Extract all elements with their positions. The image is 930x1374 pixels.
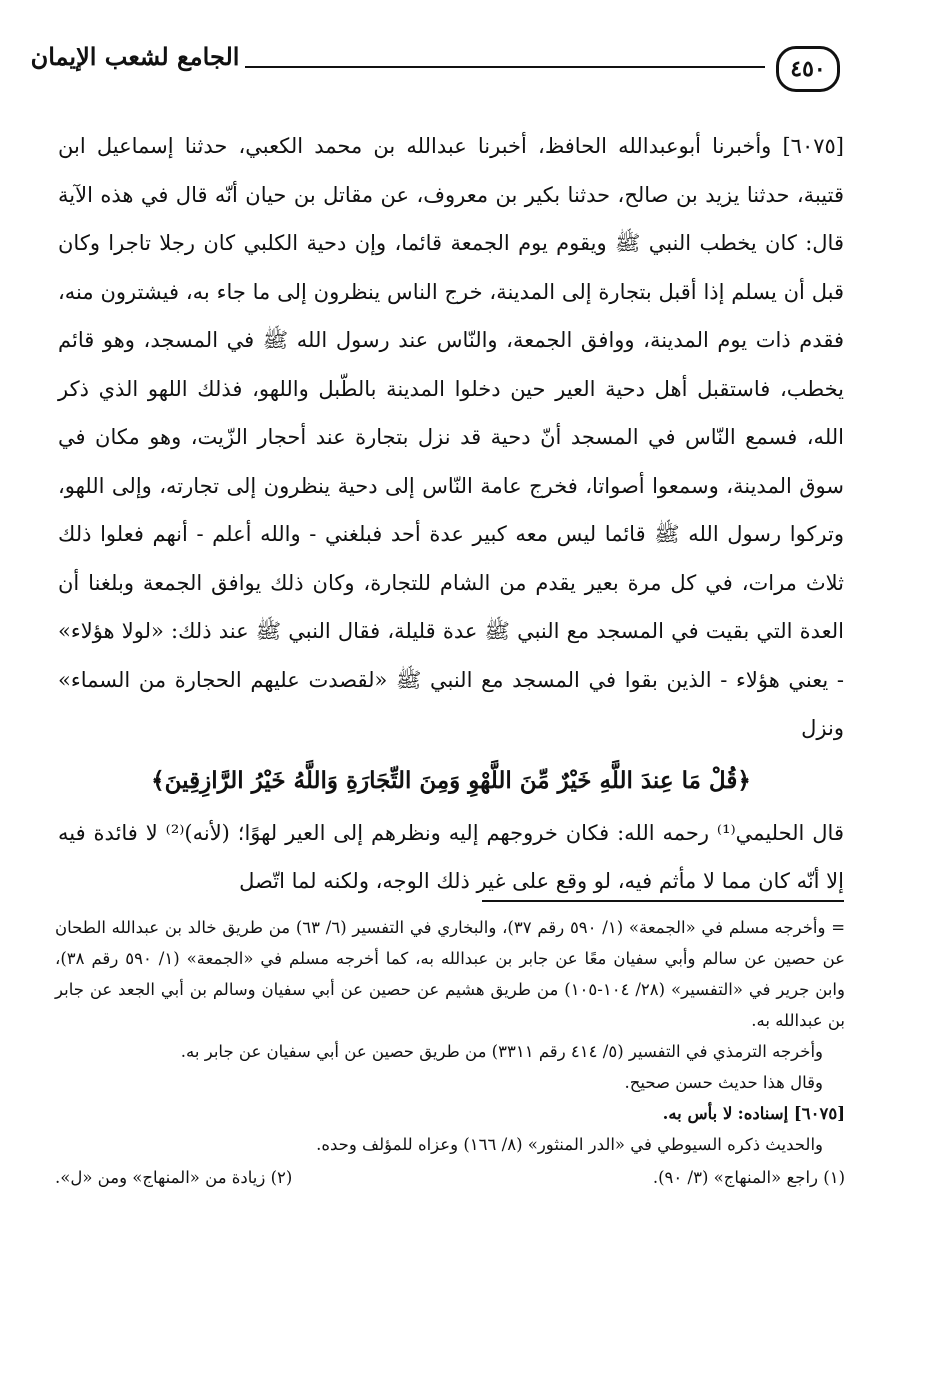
hadith-paragraph: [٦٠٧٥] وأخبرنا أبوعبدالله الحافظ، أخبرنا عبدالله بن محمد الكعبي، حدثنا إسماعيل ابن قتيبة، حدثنا يزيد بن صالح، حدثنا بكير بن معروف، عن مقاتل بن حيان أنّه قال في هذه الآية قال: كان يخطب النبي ﷺ ويقوم يوم الجمعة قائما، وإن دحية الكلبي كان رجلا تاجرا وكان قبل أن يسلم إذا أقبل بتجارة إلى المدينة، خرج الناس ينظرون إلى ما جاء به، فيشترون منه، فقدم ذات يوم المدينة، ووافق الجمعة، والنّاس عند رسول الله ﷺ في المسجد، وهو قائم يخطب، فاستقبل أهل دحية العير حين دخلوا المدينة بالطّبل واللهو، فذلك اللهو الذي ذكر الله، فسمع النّاس في المسجد أنّ دحية قد نزل بتجارة عند أحجار الزّيت، وهو مكان في سوق المدينة، وسمعوا أصواتا، فخرج عامة النّاس إلى دحية ينظرون إلى تجارته، وإلى اللهو، وتركوا رسول الله ﷺ قائما ليس معه كبير عدة أحد فبلغني - والله أعلم - أنهم فعلوا ذلك ثلاث مرات، في كل مرة بعير يقدم من الشام للتجارة، وكان ذلك يوافق الجمعة وبلغنا أن العدة التي بقيت في المسجد مع النبي ﷺ عدة قليلة، فقال النبي ﷺ عند ذلك: «لولا هؤلاء» - يعني هؤلاء - الذين بقوا في المسجد مع النبي ﷺ «لقصدت عليهم الحجارة من السماء» ونزل bbox=[58, 134, 844, 740]
footnote-note-2: (٢) زيادة من «المنهاج» ومن «ل». bbox=[55, 1168, 293, 1187]
footnote-separator bbox=[482, 900, 844, 902]
page-header bbox=[30, 40, 840, 104]
footnote-suyuti: والحديث ذكره السيوطي في «الدر المنثور» (٨/ ١٦٦) وعزاه للمؤلف وحده. bbox=[316, 1135, 823, 1154]
footnote-isnad bbox=[55, 1098, 845, 1129]
footnote-takhrij-1: = وأخرجه مسلم في «الجمعة» (١/ ٥٩٠ رقم ٣٧)، والبخاري في التفسير (٦/ ٦٣) من طريق خالد بن عبدالله الطحان عن حصين عن سالم وأبي سفيان معًا عن جابر بن عبدالله به، كما أخرجه مسلم في «الجمعة» (١/ ٥٩٠ رقم ٣٨)، وابن جرير في «التفسير» (٢٨/ ١٠٤-١٠٥) من طريق هشيم عن حصين عن أبي سفيان وسالم بن أبي الجعد عن جابر بن عبدالله به. bbox=[55, 918, 846, 1030]
page-number: ٤٥٠ bbox=[790, 56, 826, 82]
footnotes bbox=[55, 912, 845, 1193]
footnote-isnad-text: لا بأس به. bbox=[662, 1104, 733, 1123]
footnote-isnad-label: [٦٠٧٥] إسناده: bbox=[737, 1104, 845, 1123]
footnote-notes-row bbox=[55, 1162, 845, 1193]
page-number-badge bbox=[776, 46, 840, 92]
commentary-paragraph: قال الحليمي⁽¹⁾ رحمه الله: فكان خروجهم إليه ونظرهم إلى العير لهوًا؛ (لأنه)⁽²⁾ لا فائدة فيه إلا أنّه كان مما لا مأثم فيه، لو وقع على غير ذلك الوجه، ولكنه لما اتّصل bbox=[58, 820, 844, 893]
book-title: الجامع لشعب الإيمان bbox=[30, 42, 240, 71]
main-text bbox=[58, 122, 844, 906]
footnote-takhrij-2: وأخرجه الترمذي في التفسير (٥/ ٤١٤ رقم ٣٣١١) من طريق حصين عن أبي سفيان عن جابر به. bbox=[180, 1042, 823, 1061]
quran-verse: ﴿قُلْ مَا عِندَ اللَّهِ خَيْرٌ مِّنَ اللَّهْوِ وَمِنَ التِّجَارَةِ وَاللَّهُ خَيْرُ الرَّازِقِينَ﴾ bbox=[151, 766, 751, 794]
footnote-grading: وقال هذا حديث حسن صحيح. bbox=[624, 1073, 823, 1092]
footnote-note-1: (١) راجع «المنهاج» (٣/ ٩٠). bbox=[652, 1168, 845, 1187]
header-rule bbox=[245, 66, 765, 68]
